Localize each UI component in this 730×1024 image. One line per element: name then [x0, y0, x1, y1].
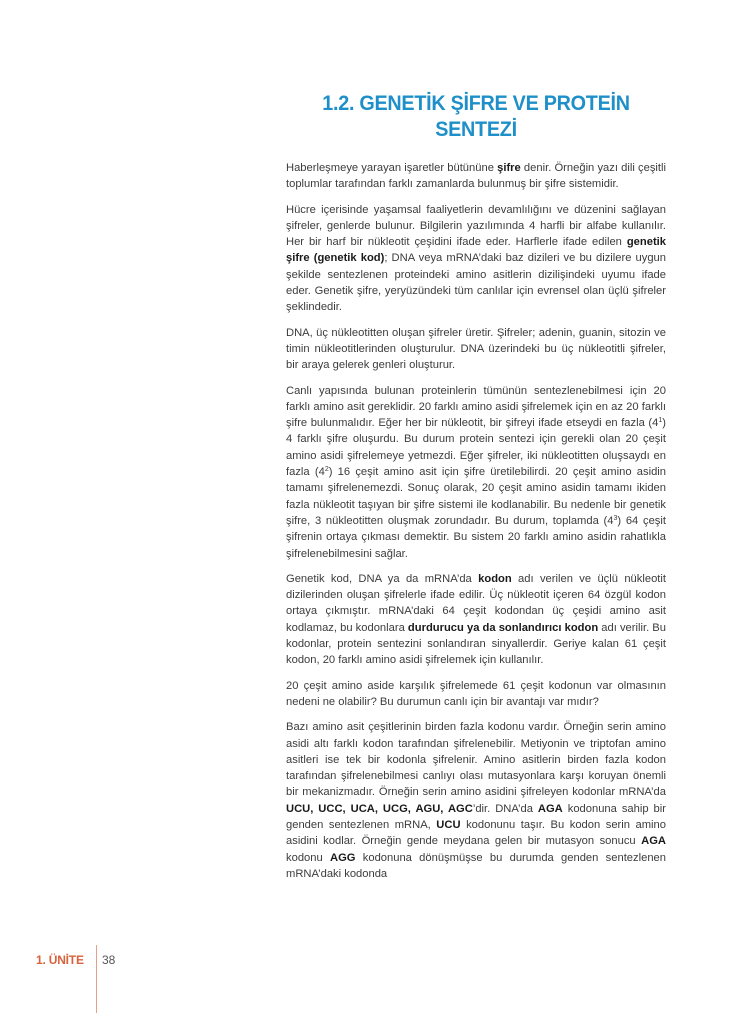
text-run: adı verilen ve üçlü nükleotit dizilerinden oluşan şifrelerle ifade edilir. Üç nükleotit içeren 64 özgül kodon ortaya çıkmıştır. mRNA’daki 64 çeşit kodondan üç çeşidi amino asit kodlamaz, bu kodonlara	[286, 572, 666, 634]
paragraph-4	[286, 383, 666, 562]
text-run: adı verilir. Bu kodonlar, protein sentezini sonlandıran sinyallerdir. Geriye kalan 61 çeşit kodon, 20 farklı amino asidi şifrelemek için kullanılır.	[286, 621, 666, 667]
bold-term: şifre	[497, 162, 521, 174]
text-run: kodonuna sahip bir genden sentezlenen mRNA,	[286, 802, 666, 831]
text-run: kodonu	[286, 851, 330, 864]
paragraph-5	[286, 571, 666, 669]
paragraph-6: 20 çeşit amino aside karşılık şifrelemede 61 çeşit kodonun var olmasının nedeni ne olabilir? Bu durumun canlı için bir avantajı var mıdır?	[286, 679, 666, 708]
text-run: ) 64 çeşit şifrenin ortaya çıkması demektir. Bu sistem 20 farklı amino asidin rahatlıkla şifrelenebilmesini sağlar.	[286, 514, 666, 560]
unit-label: 1. ÜNİTE	[36, 953, 84, 967]
paragraph-1	[286, 160, 666, 193]
paragraph-2	[286, 202, 666, 316]
text-run: Hücre içerisinde yaşamsal faaliyetlerin devamlılığını ve düzenini sağlayan şifreler, genlerde bulunur. Bilgilerin yazılımında 4 harfli bir alfabe kullanılır. Her bir harf bir nükleotit çeşidini ifade eder. Harflerle ifade edilen	[286, 203, 666, 249]
superscript: 3	[613, 514, 618, 522]
text-run: Haberleşmeye yarayan işaretler bütününe	[286, 162, 498, 174]
text-run: Bazı amino asit çeşitlerinin birden fazla kodonu vardır. Örneğin serin amino asidi altı farklı kodon tarafından şifrelenebilir. Metiyonin ve triptofan amino asitleri ise tek bir kodonla şifrelenir. Amino asitlerin birden fazla kodon tarafından şifrelenebilmesi canlıyı olası mutasyonlara karşı koruyan önemli bir mekanizmadır. Örneğin serin amino asidini şifreleyen kodonlar mRNA’da	[286, 721, 666, 799]
page-number: 38	[102, 953, 116, 967]
bold-term: UCU, UCC, UCA, UCG, AGU, AGC	[286, 802, 473, 815]
footer-divider	[96, 945, 97, 1013]
bold-term: kodon	[478, 572, 512, 585]
text-run: Canlı yapısında bulunan proteinlerin tümünün sentezlenebilmesi için 20 farklı amino asit gereklidir. 20 farklı amino asidi şifrelemek için en az 20 farklı şifre bulunmalıdır. Eğer her bir nükleotit, bir şifreyi ifade etseydi en fazla (4	[286, 384, 666, 430]
bold-term: AGA	[641, 835, 666, 848]
bold-term: genetik şifre (genetik kod)	[286, 236, 666, 265]
body-text	[286, 160, 666, 891]
text-run: ) 16 çeşit amino asit için şifre üretilebilirdi. 20 çeşit amino asidin tamamı şifrelenemezdi. Sonuç olarak, 20 çeşit amino asidin tamamı ikiden fazla nükleotit taşıyan bir şifre sistemi ile kodlanabilir. Bu nedenle bir genetik şifre, 3 nükleotitten oluşmak zorundadır. Bu durum, toplamda (4	[286, 466, 666, 527]
bold-term: AGA	[537, 802, 563, 815]
section-title-line-2: SENTEZİ	[435, 117, 517, 141]
text-run: ; DNA veya mRNA’daki baz dizileri ve bu dizilere uygun şekilde sentezlenen proteindeki amino asitlerin dizilişindeki uyumu ifade eder. Genetik şifre, yeryüzündeki tüm canlılar için evrensel olan üçlü şifreler şeklindedir.	[286, 252, 667, 314]
superscript: 1	[658, 417, 663, 425]
paragraph-7	[286, 719, 666, 882]
superscript: 2	[324, 466, 329, 474]
text-run: kodonunu taşır. Bu kodon serin amino asidini kodlar. Örneğin gende meydana gelen bir mutasyon sonucu	[286, 818, 666, 848]
section-title	[301, 90, 651, 142]
bold-term: durdurucu ya da sonlandırıcı kodon	[407, 621, 599, 634]
text-run: denir. Örneğin yazı dili çeşitli toplumlar tarafından farklı zamanlarda bulunmuş bir şifre sistemidir.	[286, 162, 666, 191]
text-run: Genetik kod, DNA ya da mRNA’da	[286, 572, 479, 585]
bold-term: UCU	[436, 818, 461, 831]
bold-term: AGG	[329, 851, 356, 864]
section-title-line-1: 1.2. GENETİK ŞİFRE VE PROTEİN	[322, 91, 630, 115]
text-run: kodonuna dönüşmüşse bu durumda genden sentezlenen mRNA’daki kodonda	[286, 851, 666, 880]
text-run: ’dir. DNA’da	[472, 802, 538, 815]
text-run: ) 4 farklı şifre oluşurdu. Bu durum protein sentezi için gerekli olan 20 çeşit amino asidi şifrelemeye yetmezdi. Eğer şifreler, iki nükleotitten oluşsaydı en fazla (4	[286, 417, 666, 479]
paragraph-3: DNA, üç nükleotitten oluşan şifreler üretir. Şifreler; adenin, guanin, sitozin ve timin nükleotitlerinden oluşturulur. DNA üzerindeki bu üç nükleotitli şifreler, bir araya gelerek genleri oluşturur.	[286, 326, 666, 372]
